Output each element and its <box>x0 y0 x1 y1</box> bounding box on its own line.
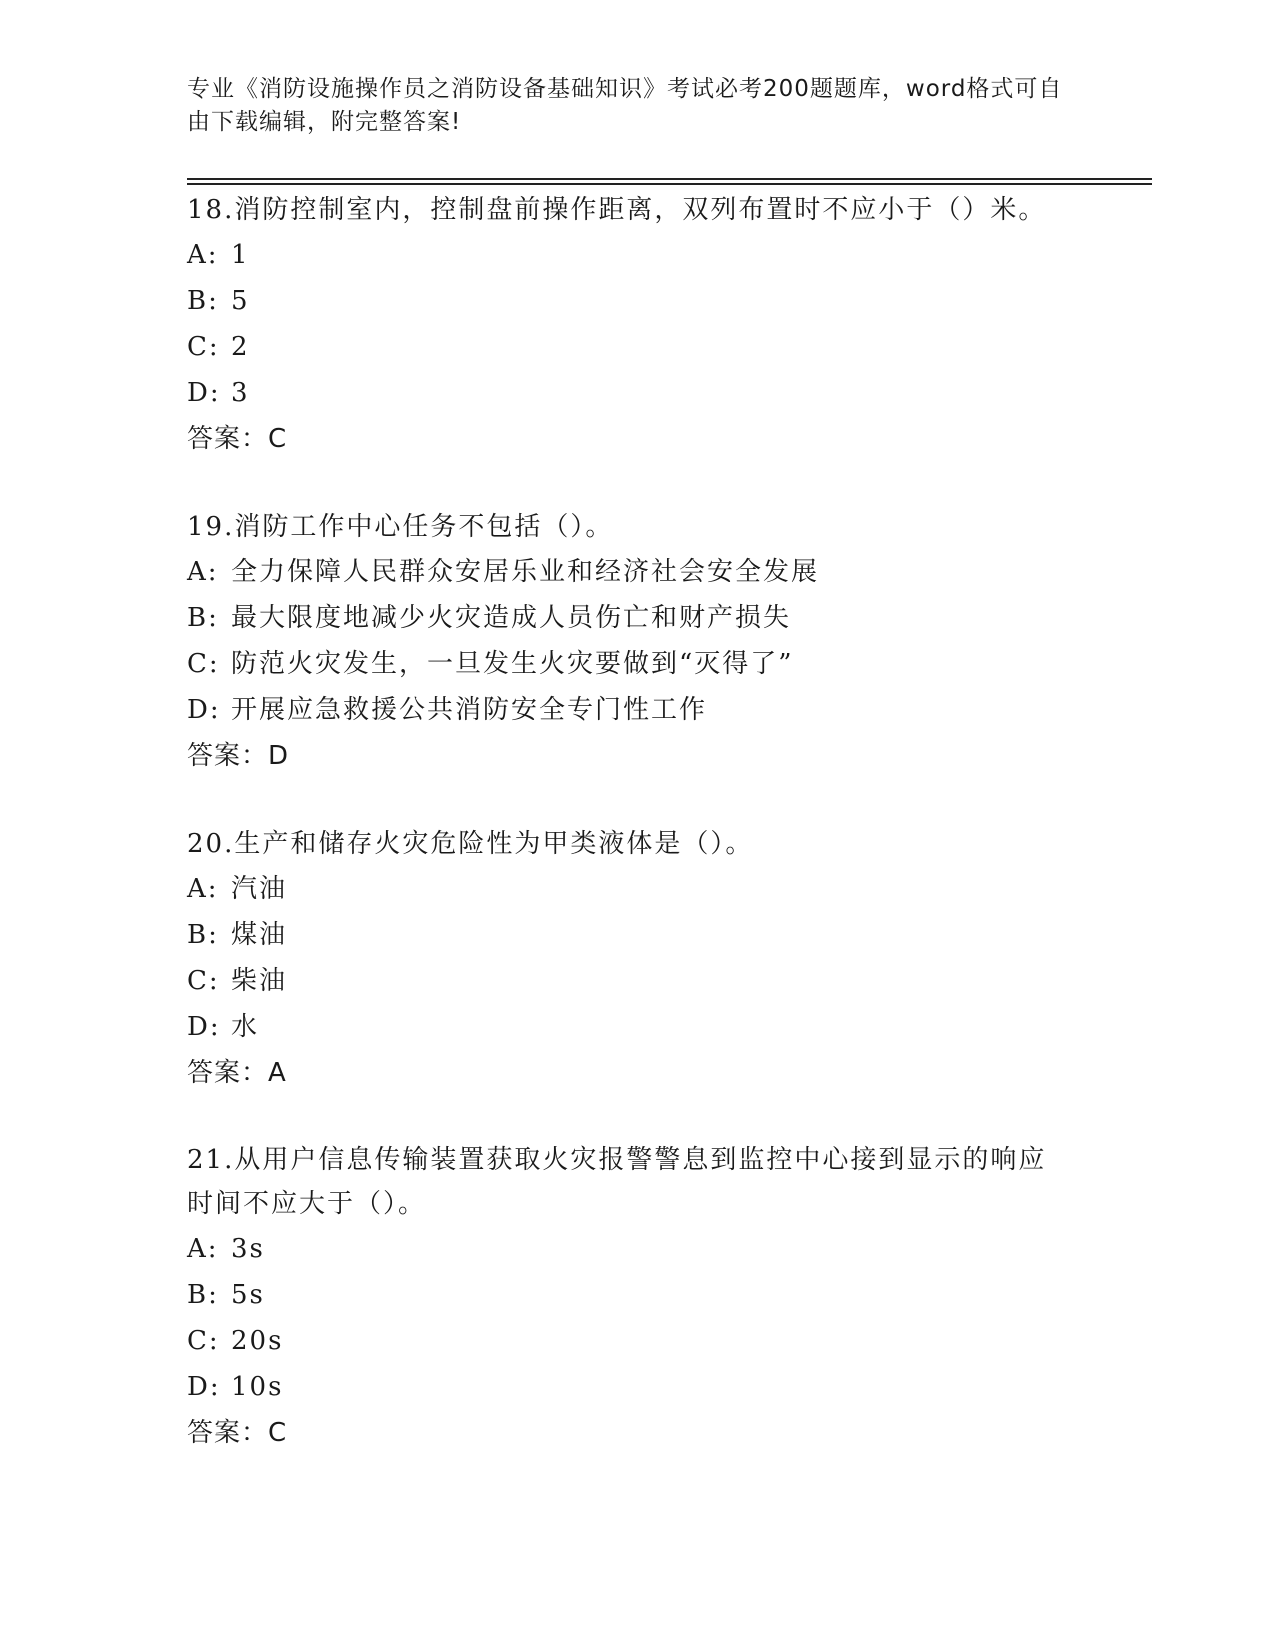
option-text: 汽油 <box>231 874 288 904</box>
option-text: 10s <box>231 1372 284 1402</box>
option-letter: C: <box>187 1326 220 1356</box>
option-letter: B: <box>187 603 219 633</box>
option-b <box>187 595 1087 641</box>
option-c <box>187 958 1087 1004</box>
option-d <box>187 1364 1067 1410</box>
header-title: 专业《消防设施操作员之消防设备基础知识》考试必考200题题库，word格式可自由下载编辑，附完整答案! <box>187 76 1063 135</box>
answer-line: 答案：D <box>187 741 290 771</box>
question-stem: 21.从用户信息传输装置获取火灾报警警息到监控中心接到显示的响应时间不应大于（）。 <box>187 1145 1047 1219</box>
option-text: 柴油 <box>231 966 288 996</box>
option-letter: D: <box>187 1372 221 1402</box>
option-letter: B: <box>187 920 219 950</box>
option-d <box>187 1004 1087 1050</box>
option-text: 水 <box>231 1012 260 1042</box>
option-text: 3s <box>231 1234 265 1264</box>
option-b <box>187 912 1087 958</box>
question-stem: 18.消防控制室内，控制盘前操作距离，双列布置时不应小于（）米。 <box>187 195 1047 225</box>
option-text: 3 <box>231 378 250 408</box>
option-b <box>187 278 1087 324</box>
option-letter: A: <box>187 240 219 270</box>
option-letter: C: <box>187 649 220 679</box>
option-letter: C: <box>187 966 220 996</box>
question-stem: 20.生产和储存火灾危险性为甲类液体是（）。 <box>187 829 754 859</box>
option-letter: D: <box>187 378 221 408</box>
option-text: 最大限度地减少火灾造成人员伤亡和财产损失 <box>231 603 792 633</box>
option-text: 防范火灾发生，一旦发生火灾要做到“灭得了” <box>231 649 794 679</box>
option-b <box>187 1272 1067 1318</box>
option-text: 煤油 <box>231 920 288 950</box>
question-19 <box>187 505 1087 779</box>
option-a <box>187 549 1087 595</box>
option-letter: B: <box>187 286 219 316</box>
header-divider-top <box>187 178 1152 180</box>
option-d <box>187 370 1087 416</box>
option-letter: A: <box>187 557 219 587</box>
option-text: 开展应急救援公共消防安全专门性工作 <box>231 695 708 725</box>
header-divider-bottom <box>187 183 1152 185</box>
answer-line: 答案：A <box>187 1058 287 1088</box>
option-c <box>187 324 1087 370</box>
option-text: 1 <box>231 240 250 270</box>
option-d <box>187 687 1087 733</box>
document-header <box>187 73 1067 139</box>
option-a <box>187 1226 1067 1272</box>
question-stem: 19.消防工作中心任务不包括（）。 <box>187 512 614 542</box>
option-c <box>187 641 1087 687</box>
option-text: 2 <box>231 332 250 362</box>
answer-line: 答案：C <box>187 424 288 454</box>
option-letter: D: <box>187 1012 221 1042</box>
option-a <box>187 866 1087 912</box>
option-letter: A: <box>187 1234 219 1264</box>
option-a <box>187 232 1087 278</box>
option-text: 20s <box>231 1326 284 1356</box>
question-21 <box>187 1138 1067 1456</box>
option-letter: B: <box>187 1280 219 1310</box>
option-letter: D: <box>187 695 221 725</box>
question-20 <box>187 822 1087 1096</box>
option-c <box>187 1318 1067 1364</box>
question-18 <box>187 188 1087 462</box>
option-letter: C: <box>187 332 220 362</box>
option-text: 5s <box>231 1280 265 1310</box>
option-letter: A: <box>187 874 219 904</box>
answer-line: 答案：C <box>187 1418 288 1448</box>
option-text: 5 <box>231 286 250 316</box>
option-text: 全力保障人民群众安居乐业和经济社会安全发展 <box>231 557 820 587</box>
